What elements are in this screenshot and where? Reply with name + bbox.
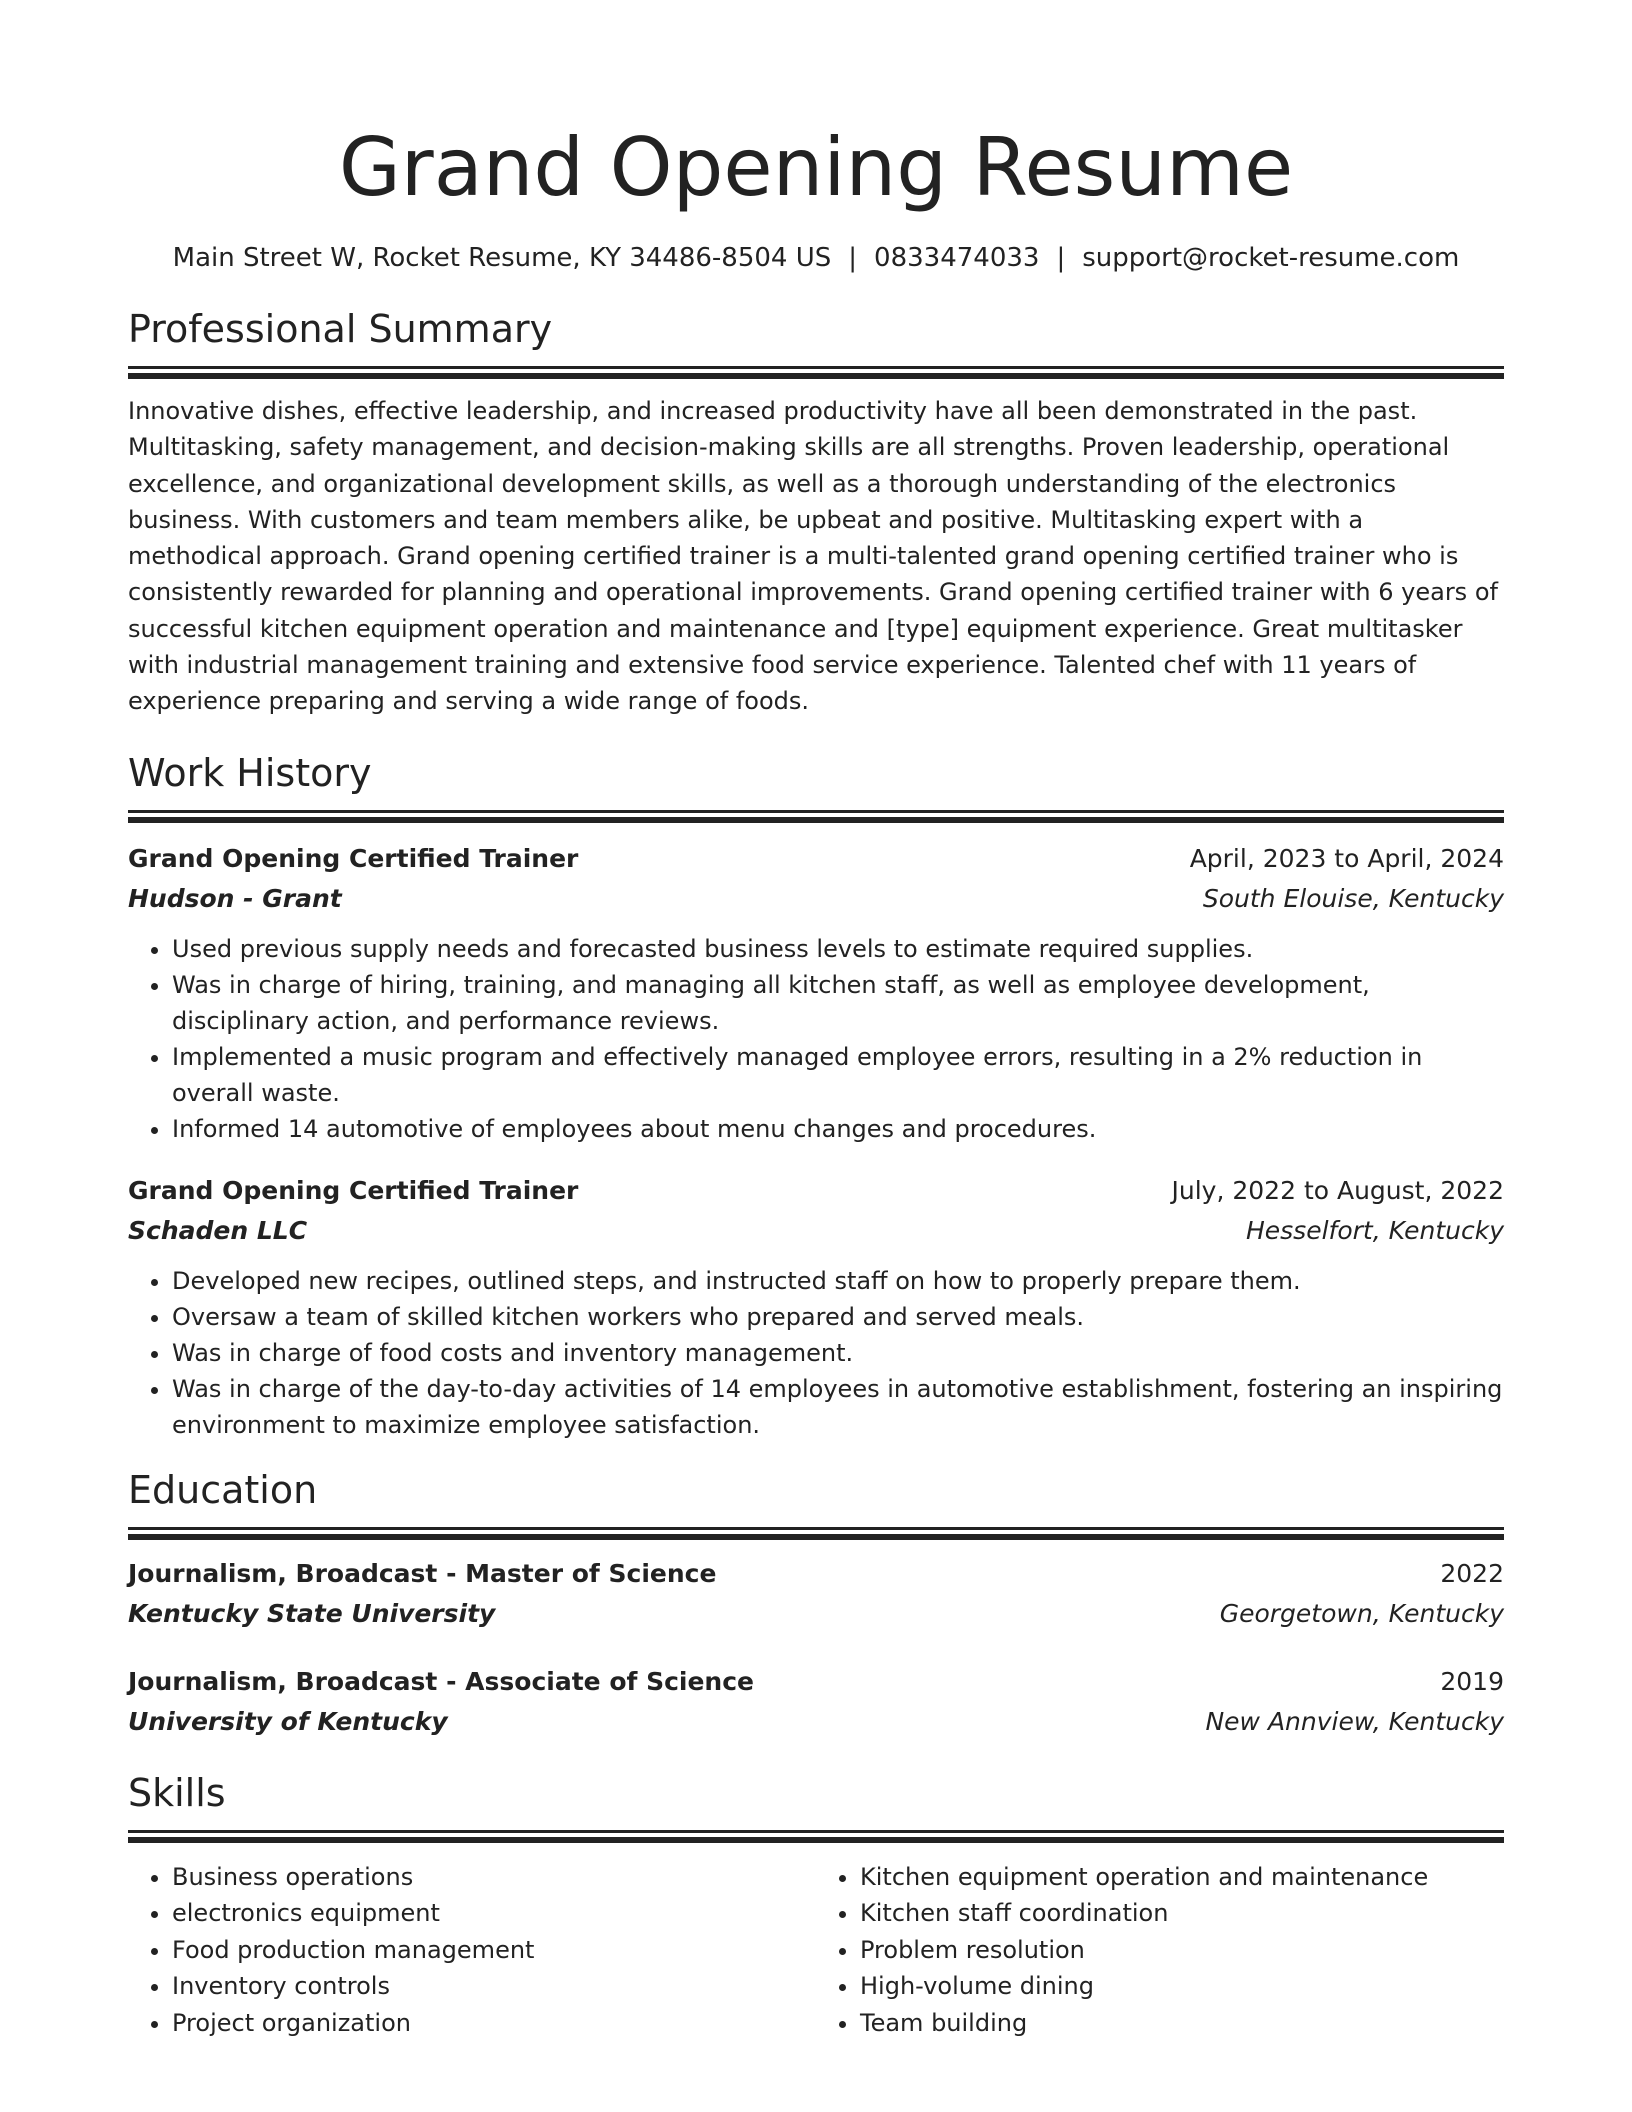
education-entry — [128, 1662, 1504, 1742]
list-item: • Developed new recipes, outlined steps, and instructed staff on how to properly prepare them. — [172, 1263, 1504, 1299]
list-item: • Inventory controls — [172, 1968, 816, 2005]
list-item: • Team building — [860, 2005, 1504, 2042]
education-school: University of Kentucky — [128, 1706, 448, 1736]
education-location: New Annview, Kentucky — [1205, 1706, 1504, 1736]
education-year: 2022 — [1440, 1558, 1504, 1588]
section-divider — [128, 1534, 1504, 1540]
education-school: Kentucky State University — [128, 1598, 496, 1628]
job-title: Grand Opening Certified Trainer — [128, 843, 579, 873]
list-item: • Business operations — [172, 1859, 816, 1896]
list-item: • Was in charge of the day-to-day activities of 14 employees in automotive establishment, fostering an inspiring environment to maximize employee satisfaction. — [172, 1371, 1504, 1443]
job-subheader — [128, 879, 1504, 919]
job-dates: April, 2023 to April, 2024 — [1189, 843, 1504, 873]
job-entry — [128, 839, 1504, 1147]
list-item: • Implemented a music program and effectively managed employee errors, resulting in a 2% reduction in overall waste. — [172, 1039, 1504, 1111]
resume-name: Grand Opening Resume — [338, 121, 1294, 214]
section-title-education: Education — [128, 1467, 318, 1512]
section-title-work: Work History — [128, 750, 372, 795]
section-divider — [128, 1527, 1504, 1530]
section-divider — [128, 1830, 1504, 1833]
job-title: Grand Opening Certified Trainer — [128, 1175, 579, 1205]
section-divider — [128, 810, 1504, 813]
summary-text: Innovative dishes, effective leadership, and increased productivity have all been demonstrated in the past. Multitasking, safety management, and decision-making skills are all strengths. Proven leadership, operational excellence, and organizational development skills, as well as a thorough understanding of the electronics business. With customers and team members alike, be upbeat and positive. Multitasking expert with a methodical approach. Grand opening certified trainer is a multi-talented grand opening certified trainer who is consistently rewarded for planning and operational improvements. Grand opening certified trainer with 6 years of successful kitchen equipment operation and maintenance and [type] equipment experience. Great multitasker with industrial management training and extensive food service experience. Talented chef with 11 years of experience preparing and serving a wide range of foods. — [128, 397, 1498, 716]
list-item: • Informed 14 automotive of employees about menu changes and procedures. — [172, 1111, 1504, 1147]
skills-section — [128, 1768, 1504, 2042]
job-location: Hesselfort, Kentucky — [1245, 1215, 1504, 1245]
section-divider — [128, 1837, 1504, 1843]
job-location: South Elouise, Kentucky — [1202, 883, 1504, 913]
education-subheader — [128, 1702, 1504, 1742]
contact-separator: | — [1056, 243, 1066, 273]
education-year: 2019 — [1440, 1666, 1504, 1696]
job-entry — [128, 1171, 1504, 1443]
list-item: • Oversaw a team of skilled kitchen workers who prepared and served meals. — [172, 1299, 1504, 1335]
education-location: Georgetown, Kentucky — [1219, 1598, 1504, 1628]
job-subheader — [128, 1211, 1504, 1251]
job-bullets — [128, 931, 1504, 1147]
education-subheader — [128, 1594, 1504, 1634]
job-header — [128, 1171, 1504, 1211]
section-title-skills: Skills — [128, 1770, 226, 1815]
section-title-summary: Professional Summary — [128, 307, 553, 351]
list-item: • Was in charge of food costs and inventory management. — [172, 1335, 1504, 1371]
job-header — [128, 839, 1504, 879]
education-degree: Journalism, Broadcast - Associate of Science — [128, 1666, 755, 1696]
list-item: • Food production management — [172, 1932, 816, 1969]
list-item: • High-volume dining — [860, 1968, 1504, 2005]
education-entry — [128, 1554, 1504, 1634]
job-company: Hudson - Grant — [128, 883, 342, 913]
list-item: • Kitchen staff coordination — [860, 1895, 1504, 1932]
contact-line — [128, 240, 1504, 276]
contact-address: Main Street W, Rocket Resume, KY 34486-8504 US — [172, 243, 832, 273]
list-item: • Was in charge of hiring, training, and managing all kitchen staff, as well as employee development, disciplinary action, and performance reviews. — [172, 967, 1504, 1039]
work-section — [128, 748, 1504, 1443]
contact-phone: 0833474033 — [874, 243, 1040, 273]
list-item: • Used previous supply needs and forecasted business levels to estimate required supplies. — [172, 931, 1504, 967]
skills-column-right — [816, 1859, 1504, 2042]
list-item: • Project organization — [172, 2005, 816, 2042]
education-header — [128, 1554, 1504, 1594]
section-divider — [128, 366, 1504, 369]
section-divider — [128, 817, 1504, 823]
contact-separator: | — [848, 243, 858, 273]
job-company: Schaden LLC — [128, 1215, 308, 1245]
skills-columns — [128, 1859, 1504, 2042]
job-bullets — [128, 1263, 1504, 1443]
education-degree: Journalism, Broadcast - Master of Science — [128, 1558, 717, 1588]
list-item: • electronics equipment — [172, 1895, 816, 1932]
skills-column-left — [128, 1859, 816, 2042]
education-section — [128, 1465, 1504, 1742]
section-divider — [128, 373, 1504, 379]
summary-section — [128, 304, 1504, 720]
list-item: • Kitchen equipment operation and maintenance — [860, 1859, 1504, 1896]
contact-email: support@rocket-resume.com — [1082, 243, 1460, 273]
list-item: • Problem resolution — [860, 1932, 1504, 1969]
job-dates: July, 2022 to August, 2022 — [1171, 1175, 1504, 1205]
education-header — [128, 1662, 1504, 1702]
